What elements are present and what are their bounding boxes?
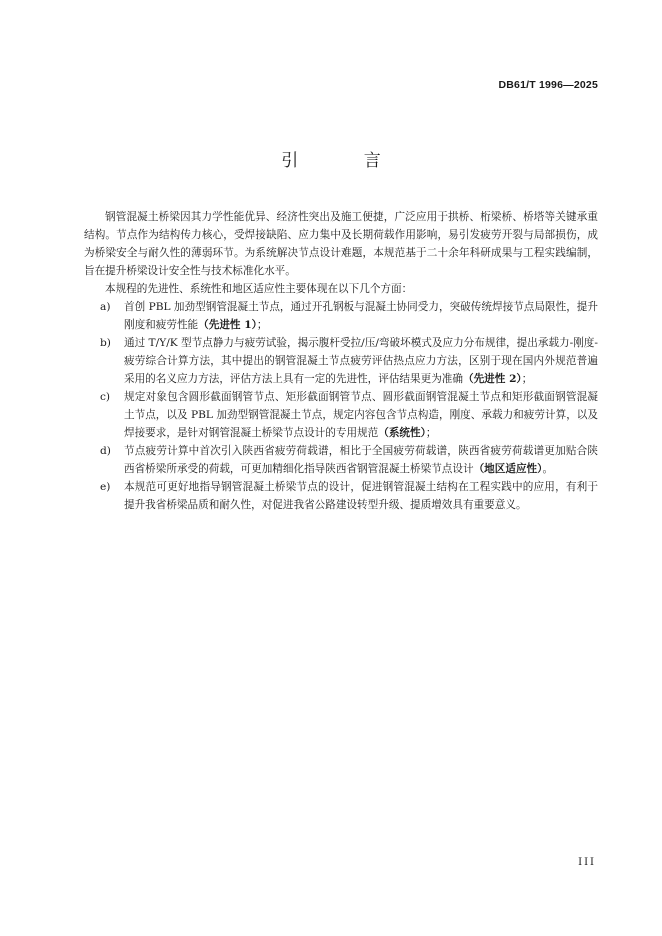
list-item-b — [84, 334, 598, 388]
list-item-punct: ； — [425, 427, 437, 439]
list-item-text: 规定对象包含圆形截面钢管节点、矩形截面钢管节点、圆形截面钢管混凝土节点和矩形截面钢管混凝土节点，以及 PBL 加劲型钢管混凝土节点，规定内容包含节点构造，刚度、承载力和疲劳计算，以及焊接要求，是针对钢管混凝土桥梁节点设计的专用规范 — [124, 391, 598, 439]
list-item-punct: ； — [256, 319, 268, 331]
page-number: III — [578, 857, 596, 868]
list-item-tag: （先进性 2） — [463, 373, 522, 385]
list-item-text: 通过 T/Y/K 型节点静力与疲劳试验，揭示腹杆受拉/压/弯破坏模式及应力分布规律，提出承载力-刚度-疲劳综合计算方法，其中提出的钢管混凝土节点疲劳评估热点应力方法，区别于现在国内外规范普遍采用的名义应力方法，评估方法上具有一定的先进性，评估结果更为准确 — [124, 337, 598, 385]
list-item-punct: ； — [521, 373, 533, 385]
features-lead-paragraph: 本规程的先进性、系统性和地区适应性主要体现在以下几个方面： — [105, 283, 413, 295]
list-item-tag: （系统性） — [378, 427, 426, 439]
list-item-text: 首创 PBL 加劲型钢管混凝土节点，通过开孔钢板与混凝土协同受力，突破传统焊接节点局限性，提升刚度和疲劳性能 — [124, 301, 598, 331]
list-marker: d) — [100, 445, 111, 457]
list-marker: e) — [100, 481, 111, 493]
list-item-d — [84, 442, 598, 478]
foreword-body — [84, 208, 598, 514]
list-marker: c) — [100, 391, 111, 403]
list-marker: a) — [100, 301, 111, 313]
list-item-tag: （先进性 1） — [198, 319, 257, 331]
page-title: 引 言 — [281, 151, 411, 171]
list-item-punct: 。 — [542, 463, 554, 475]
list-item-text: 本规范可更好地指导钢管混凝土桥梁节点的设计，促进钢管混凝土结构在工程实践中的应用，有利于提升我省桥梁品质和耐久性，对促进我省公路建设转型升级、提质增效具有重要意义。 — [124, 481, 598, 511]
intro-paragraph: 钢管混凝土桥梁因其力学性能优异、经济性突出及施工便捷，广泛应用于拱桥、桁梁桥、桥塔等关键承重结构。节点作为结构传力核心，受焊接缺陷、应力集中及长期荷载作用影响，易引发疲劳开裂与局部损伤，成为桥梁安全与耐久性的薄弱环节。为系统解决节点设计难题，本规范基于二十余年科研成果与工程实践编制，旨在提升桥梁设计安全性与技术标准化水平。 — [84, 211, 598, 277]
document-code: DB61/T 1996—2025 — [498, 79, 598, 91]
list-item-text: 节点疲劳计算中首次引入陕西省疲劳荷载谱，相比于全国疲劳荷载谱，陕西省疲劳荷载谱更加贴合陕西省桥梁所承受的荷载，可更加精细化指导陕西省钢管混凝土桥梁节点设计 — [124, 445, 598, 475]
list-item-c — [84, 388, 598, 442]
list-marker: b) — [100, 337, 111, 349]
list-item-tag: （地区适应性） — [473, 463, 543, 475]
list-item-e — [84, 478, 598, 514]
list-item-a — [84, 298, 598, 334]
